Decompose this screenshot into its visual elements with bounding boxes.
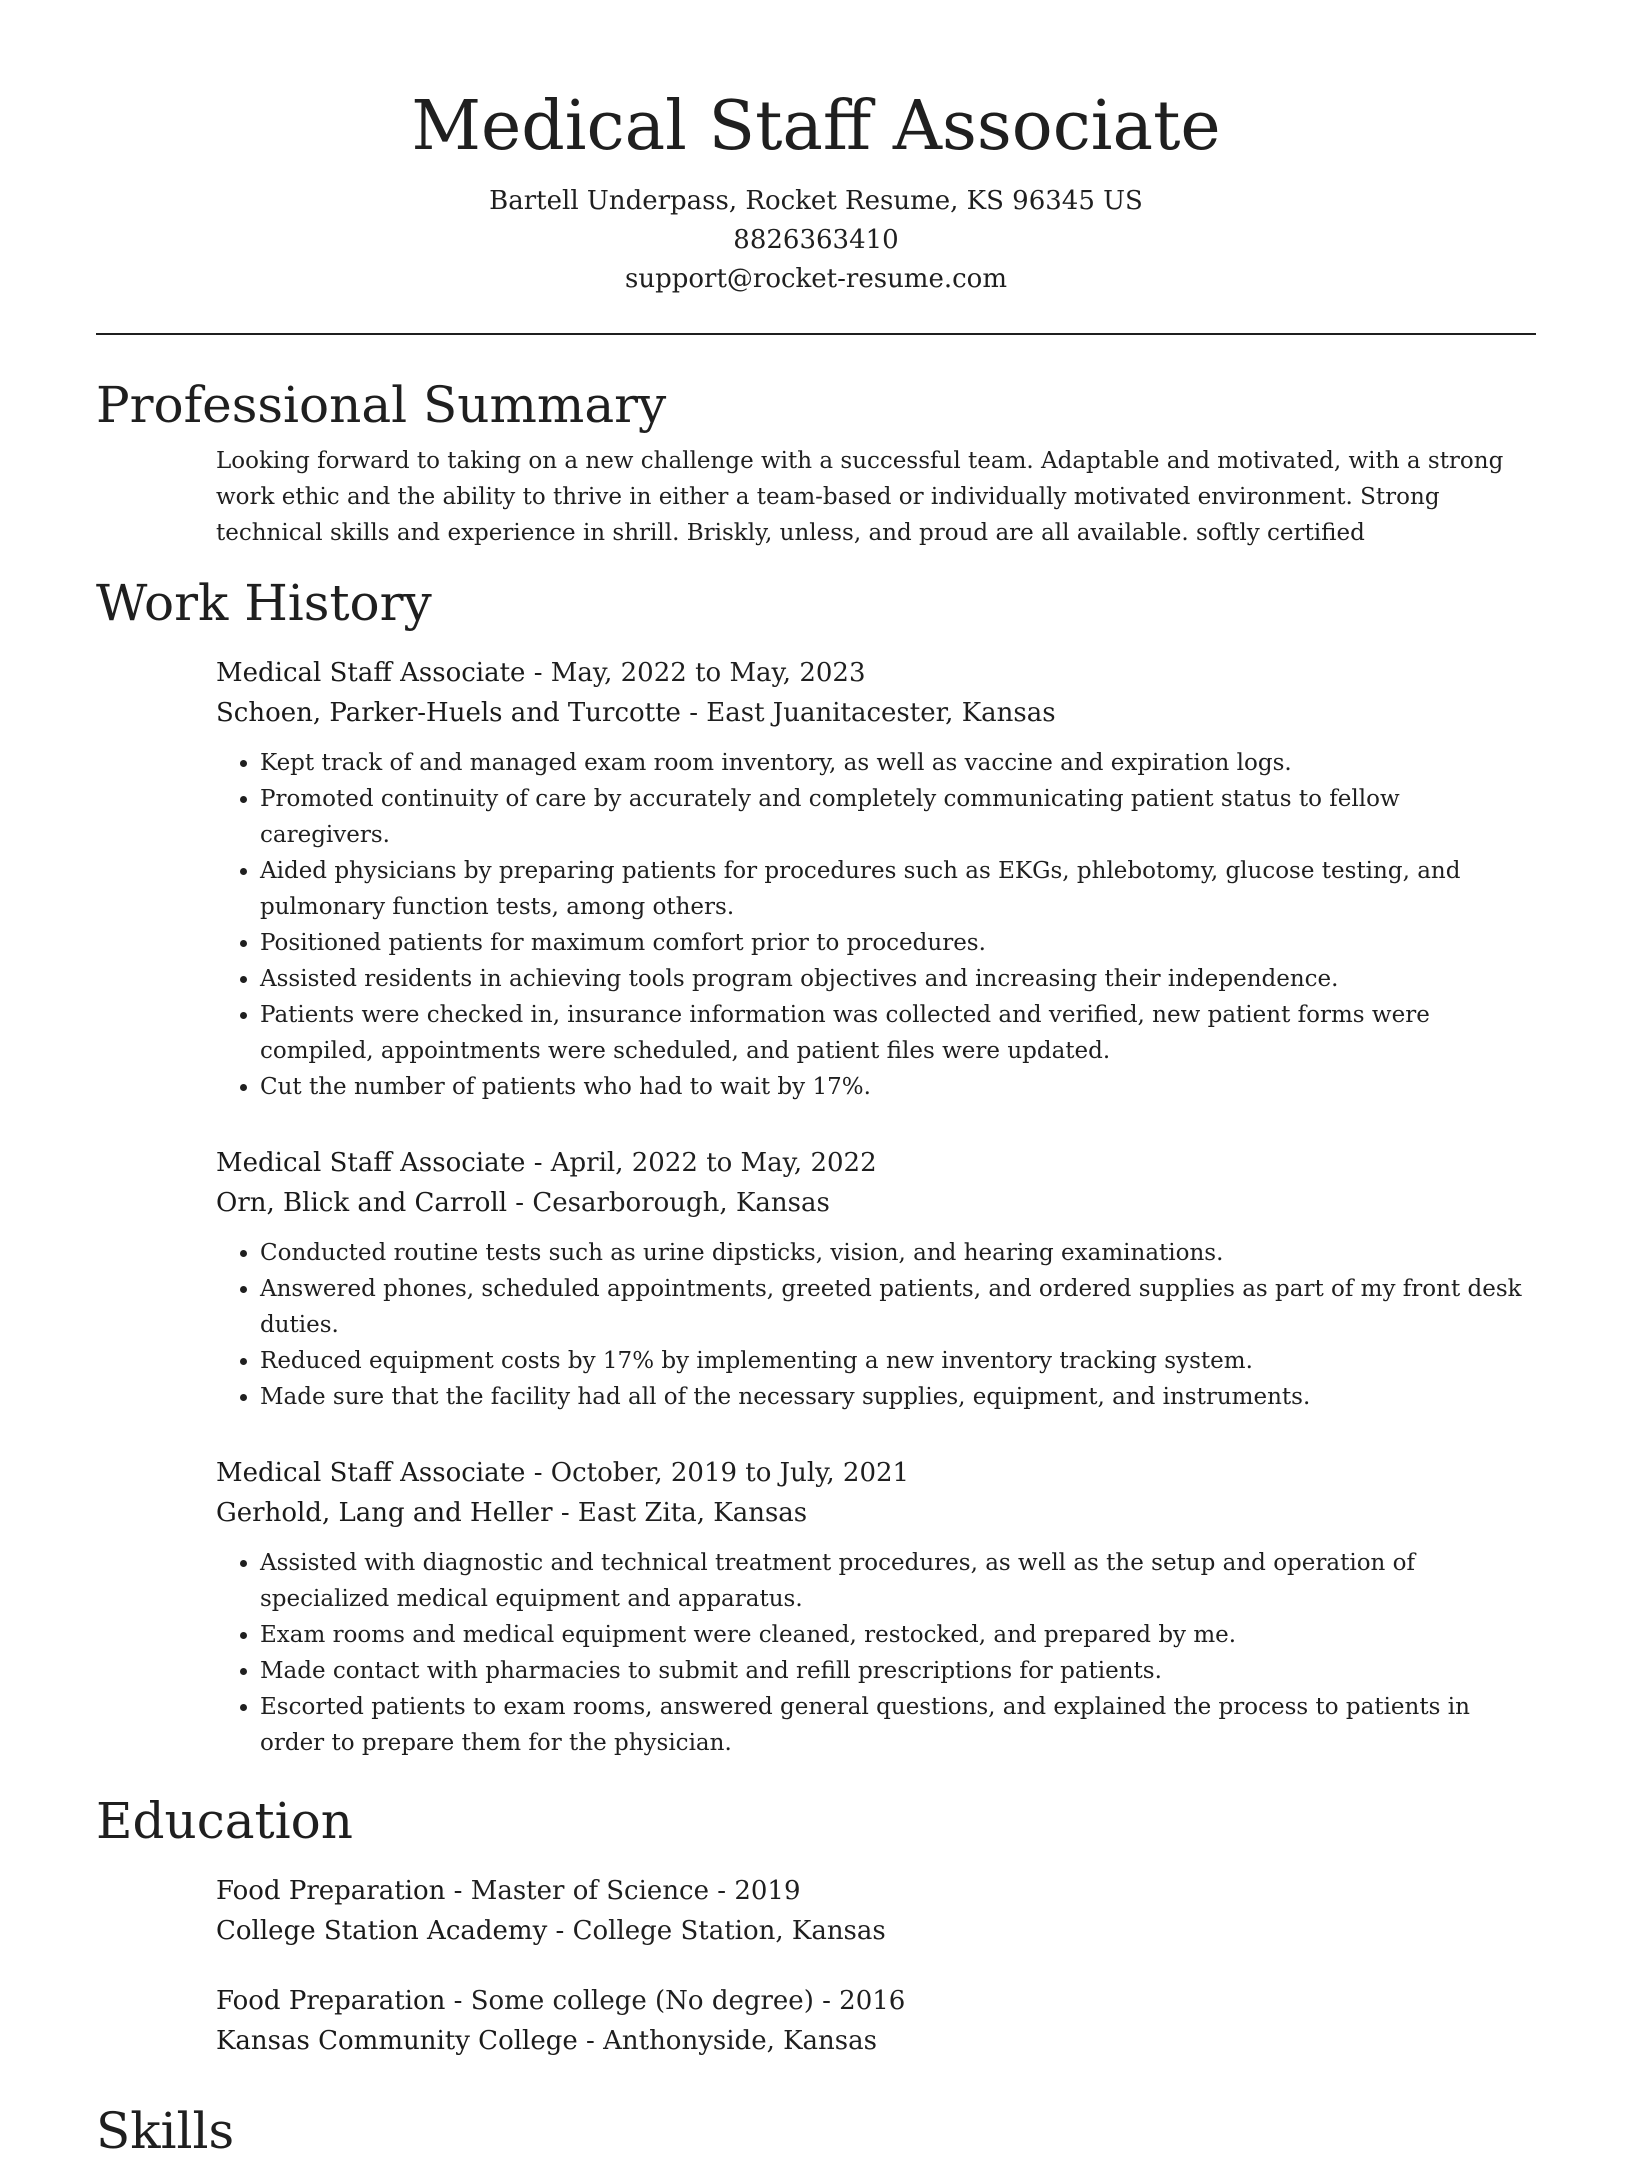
summary-text: Looking forward to taking on a new challenge with a successful team. Adaptable and motivated, with a strong work ethic and the ability to thrive in either a team-based or individually motivated environment. Strong technical skills and experience in shrill. Briskly, unless, and proud are all available. softly certified — [216, 448, 1504, 546]
education-section — [96, 1791, 1536, 2061]
job-bullet: • Cut the number of patients who had to wait by 17%. — [260, 1069, 1536, 1105]
job-company-line — [216, 1183, 1536, 1223]
education-degree-line — [216, 1981, 1536, 2021]
education-school: Kansas Community College — [216, 2026, 578, 2056]
job-bullet: • Assisted residents in achieving tools program objectives and increasing their independence. — [260, 961, 1536, 997]
address: Bartell Underpass, Rocket Resume, KS 96345 US — [489, 186, 1143, 216]
job-company: Gerhold, Lang and Heller — [216, 1498, 553, 1528]
education-location: - Anthonyside, Kansas — [577, 2026, 877, 2056]
skills-section — [96, 2101, 1536, 2161]
job-company: Schoen, Parker-Huels and Turcotte — [216, 698, 681, 728]
job-title-line — [216, 1143, 1536, 1183]
section-title-skills: Skills — [96, 2102, 235, 2160]
job-title-line — [216, 1453, 1536, 1493]
job-bullet: • Promoted continuity of care by accurately and completely communicating patient status to fellow caregivers. — [260, 781, 1536, 853]
education-degree: - Master of Science - 2019 — [445, 1876, 801, 1906]
job-bullet: • Exam rooms and medical equipment were cleaned, restocked, and prepared by me. — [260, 1617, 1536, 1653]
job-company-line — [216, 1493, 1536, 1533]
job-bullet: • Made sure that the facility had all of the necessary supplies, equipment, and instruments. — [260, 1379, 1536, 1415]
job-entry — [216, 1143, 1536, 1415]
education-field: Food Preparation — [216, 1986, 446, 2016]
resume-header — [96, 0, 1536, 335]
job-company-line — [216, 693, 1536, 733]
education-school-line — [216, 1911, 1536, 1951]
job-bullet: • Answered phones, scheduled appointments, greeted patients, and ordered supplies as part of my front desk duties. — [260, 1271, 1536, 1343]
job-company: Orn, Blick and Carroll — [216, 1188, 508, 1218]
email-address: support@rocket-resume.com — [624, 264, 1007, 294]
job-dates: - May, 2022 to May, 2023 — [525, 658, 866, 688]
job-location: - Cesarborough, Kansas — [507, 1188, 830, 1218]
education-location: - College Station, Kansas — [547, 1916, 886, 1946]
work-history-section — [96, 573, 1536, 1761]
job-entry — [216, 1453, 1536, 1761]
job-bullet: • Kept track of and managed exam room inventory, as well as vaccine and expiration logs. — [260, 745, 1536, 781]
education-degree: - Some college (No degree) - 2016 — [445, 1986, 906, 2016]
job-bullet: • Assisted with diagnostic and technical treatment procedures, as well as the setup and operation of specialized medical equipment and apparatus. — [260, 1545, 1536, 1617]
job-entry — [216, 653, 1536, 1105]
job-bullet: • Made contact with pharmacies to submit and refill prescriptions for patients. — [260, 1653, 1536, 1689]
job-bullet: • Escorted patients to exam rooms, answered general questions, and explained the process to patients in order to prepare them for the physician. — [260, 1689, 1536, 1761]
candidate-name: Medical Staff Associate — [411, 87, 1221, 166]
education-school-line — [216, 2021, 1536, 2061]
education-school: College Station Academy — [216, 1916, 548, 1946]
job-role: Medical Staff Associate — [216, 658, 526, 688]
section-title-summary: Professional Summary — [96, 376, 667, 434]
job-bullets — [216, 1545, 1536, 1761]
job-bullet: • Aided physicians by preparing patients for procedures such as EKGs, phlebotomy, glucose testing, and pulmonary function tests, among others. — [260, 853, 1536, 925]
resume-page — [96, 0, 1536, 2161]
job-bullet: • Positioned patients for maximum comfort prior to procedures. — [260, 925, 1536, 961]
job-bullet: • Patients were checked in, insurance information was collected and verified, new patient forms were compiled, appointments were scheduled, and patient files were updated. — [260, 997, 1536, 1069]
job-bullets — [216, 745, 1536, 1105]
header-divider — [96, 333, 1536, 335]
summary-section — [96, 375, 1536, 551]
section-title-education: Education — [96, 1792, 353, 1850]
job-bullet: • Reduced equipment costs by 17% by implementing a new inventory tracking system. — [260, 1343, 1536, 1379]
education-entry — [216, 1981, 1536, 2061]
education-entry — [216, 1871, 1536, 1951]
job-location: - East Zita, Kansas — [552, 1498, 808, 1528]
education-degree-line — [216, 1871, 1536, 1911]
job-bullets — [216, 1235, 1536, 1415]
job-dates: - April, 2022 to May, 2022 — [525, 1148, 877, 1178]
job-bullet: • Conducted routine tests such as urine dipsticks, vision, and hearing examinations. — [260, 1235, 1536, 1271]
job-role: Medical Staff Associate — [216, 1148, 526, 1178]
job-dates: - October, 2019 to July, 2021 — [525, 1458, 910, 1488]
job-title-line — [216, 653, 1536, 693]
contact-info — [96, 182, 1536, 299]
section-title-work-history: Work History — [96, 574, 432, 632]
phone-number: 8826363410 — [733, 225, 899, 255]
job-location: - East Juanitacester, Kansas — [680, 698, 1056, 728]
job-role: Medical Staff Associate — [216, 1458, 526, 1488]
education-field: Food Preparation — [216, 1876, 446, 1906]
